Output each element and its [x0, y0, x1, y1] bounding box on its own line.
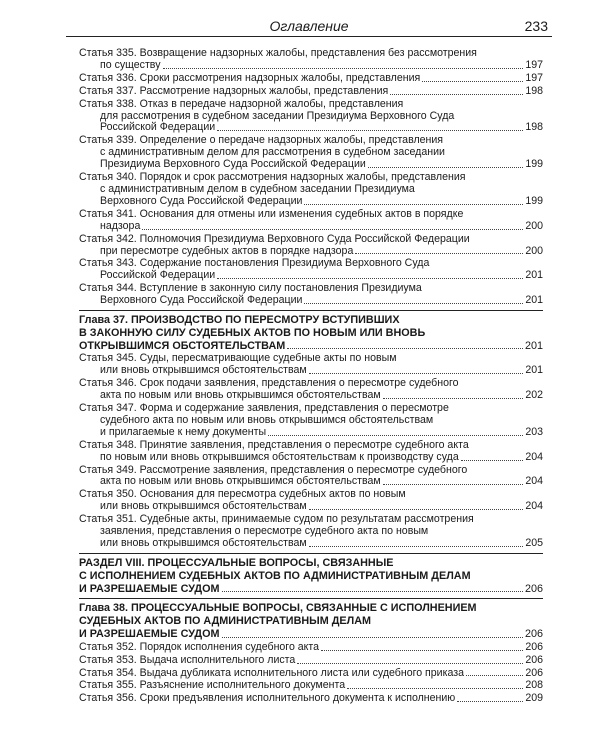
- toc-entry-text: для рассмотрения в судебном заседании Президиума Верховного Суда: [100, 109, 455, 122]
- toc-entry-text: И РАЗРЕШАЕМЫЕ СУДОМ: [79, 627, 220, 640]
- toc-entry-text: Статья 350. Основания для пересмотра судебных актов по новым: [79, 488, 406, 501]
- toc-entry-text: Статья 342. Полномочия Президиума Верховного Суда Российской Федерации: [79, 232, 470, 245]
- toc-entry-text: Статья 336. Сроки рассмотрения надзорных жалобы, представления: [79, 71, 421, 84]
- toc-entry-text: Российской Федерации: [100, 269, 216, 282]
- toc-entry[interactable]: [79, 135, 543, 171]
- toc-entry[interactable]: [79, 283, 543, 307]
- toc-page-number: 197: [525, 58, 543, 71]
- toc-entry-text: Статья 353. Выдача исполнительного листа: [79, 653, 296, 666]
- toc-entry-text: Президиума Верховного Суда Российской Федерации: [100, 158, 366, 171]
- toc-entry-text: Статья 338. Отказ в передаче надзорной жалобы, представления: [79, 97, 404, 110]
- dot-leader: [268, 435, 523, 436]
- toc-page-number: 209: [525, 692, 543, 705]
- dot-leader: [466, 675, 523, 676]
- toc-entry-text: И РАЗРЕШАЕМЫЕ СУДОМ: [79, 582, 220, 595]
- dot-leader: [383, 398, 524, 399]
- toc-page-number: 206: [524, 627, 543, 640]
- toc-entry[interactable]: [79, 489, 543, 513]
- toc-entry-text: Статья 345. Суды, пересматривающие судебные акты по новым: [79, 352, 397, 365]
- toc-heading-entry[interactable]: [79, 314, 543, 352]
- toc-entry-text: РАЗДЕЛ VIII. ПРОЦЕССУАЛЬНЫЕ ВОПРОСЫ, СВЯЗАННЫЕ: [79, 556, 394, 569]
- dot-leader: [304, 204, 523, 205]
- toc-entry[interactable]: [79, 48, 543, 72]
- dot-leader: [142, 229, 523, 230]
- toc-entry[interactable]: [79, 172, 543, 208]
- toc-entry[interactable]: [79, 514, 543, 550]
- toc-page-number: 206: [525, 640, 543, 653]
- dot-leader: [422, 81, 523, 82]
- toc-page-number: 197: [525, 71, 543, 84]
- dot-leader: [309, 546, 524, 547]
- toc-entry[interactable]: [79, 378, 543, 402]
- toc-entry-text: с административным делом в судебном заседании Президиума: [100, 182, 415, 195]
- dot-leader: [222, 637, 523, 638]
- toc-entry[interactable]: [79, 655, 543, 667]
- toc-page-number: 198: [525, 121, 543, 134]
- toc-entry-text: с административным делом для рассмотрения в судебном заседании: [100, 146, 445, 159]
- toc-entry[interactable]: [79, 73, 543, 85]
- dot-leader: [355, 253, 523, 254]
- toc-entry-text: акта по новым или вновь открывшимся обстоятельствам: [100, 475, 381, 488]
- toc-entry-text: С ИСПОЛНЕНИЕМ СУДЕБНЫХ АКТОВ ПО АДМИНИСТРАТИВНЫМ ДЕЛАМ: [79, 569, 471, 582]
- toc-entry-text: Статья 352. Порядок исполнения судебного акта: [79, 640, 320, 653]
- toc-entry-text: Верховного Суда Российской Федерации: [100, 294, 303, 307]
- section-divider: [79, 310, 543, 311]
- toc-entry[interactable]: [79, 353, 543, 377]
- dot-leader: [304, 303, 523, 304]
- toc-entry-text: акта по новым или вновь открывшимся обстоятельствам: [100, 389, 381, 402]
- page-number: 233: [524, 18, 548, 34]
- toc-entry[interactable]: [79, 440, 543, 464]
- toc-entry-text: Статья 344. Вступление в законную силу постановления Президиума: [79, 282, 422, 295]
- toc-entry-text: Верховного Суда Российской Федерации: [100, 194, 303, 207]
- dot-leader: [222, 591, 523, 592]
- dot-leader: [217, 278, 523, 279]
- toc-entry-text: заявления, представления о пересмотре судебного акта по новым: [100, 525, 429, 538]
- toc-page-number: 204: [525, 500, 543, 513]
- toc-entry-text: по существу: [100, 58, 161, 71]
- toc-entry-text: надзора: [100, 219, 141, 232]
- toc-page-number: 208: [525, 679, 543, 692]
- toc-page-number: 201: [525, 269, 543, 282]
- toc-entry-text: Российской Федерации: [100, 121, 216, 134]
- toc-page-number: 206: [525, 666, 543, 679]
- toc-entry-text: Статья 351. Судебные акты, принимаемые судом по результатам рассмотрения: [79, 513, 474, 526]
- dot-leader: [297, 663, 523, 664]
- toc-entry-text: СУДЕБНЫХ АКТОВ ПО АДМИНИСТРАТИВНЫМ ДЕЛАМ: [79, 615, 371, 628]
- dot-leader: [309, 509, 524, 510]
- dot-leader: [163, 68, 524, 69]
- toc-entry-text: Статья 339. Определение о передаче надзорных жалобы, представления: [79, 134, 444, 147]
- table-of-contents: [79, 48, 543, 706]
- toc-entry-text: Статья 354. Выдача дубликата исполнительного листа или судебного приказа: [79, 666, 464, 679]
- section-divider: [79, 553, 543, 554]
- toc-entry-text: Статья 348. Принятие заявления, представления о пересмотре судебного акта: [79, 438, 469, 451]
- toc-page-number: 206: [525, 653, 543, 666]
- toc-entry-text: Статья 355. Разъяснение исполнительного документа: [79, 679, 346, 692]
- dot-leader: [383, 484, 524, 485]
- toc-page-number: 200: [525, 219, 543, 232]
- toc-page-number: 202: [525, 389, 543, 402]
- toc-entry[interactable]: [79, 403, 543, 439]
- toc-entry[interactable]: [79, 258, 543, 282]
- toc-entry[interactable]: [79, 668, 543, 680]
- toc-entry-text: Статья 343. Содержание постановления Президиума Верховного Суда: [79, 257, 430, 270]
- toc-entry-text: или вновь открывшимся обстоятельствам: [100, 537, 307, 550]
- toc-page-number: 204: [525, 450, 543, 463]
- toc-entry-text: по новым или вновь открывшимся обстоятельствам к производству суда: [100, 450, 459, 463]
- toc-entry-text: судебного акта по новым или вновь открывшимся обстоятельствам: [100, 413, 434, 426]
- toc-entry-text: при пересмотре судебных актов в порядке надзора: [100, 244, 354, 257]
- dot-leader: [217, 130, 523, 131]
- toc-entry-text: Статья 335. Возвращение надзорных жалобы, представления без рассмотрения: [79, 47, 477, 59]
- toc-entry-text: Статья 356. Сроки предъявления исполнительного документа к исполнению: [79, 692, 456, 705]
- toc-page-number: 204: [525, 475, 543, 488]
- toc-page-number: 201: [525, 294, 543, 307]
- toc-page-number: 200: [525, 244, 543, 257]
- dot-leader: [309, 373, 524, 374]
- toc-entry-text: Статья 337. Рассмотрение надзорных жалобы, представления: [79, 84, 389, 97]
- running-header: [66, 18, 552, 37]
- toc-page-number: 199: [525, 158, 543, 171]
- toc-entry-text: Глава 37. ПРОИЗВОДСТВО ПО ПЕРЕСМОТРУ ВСТУПИВШИХ: [79, 314, 400, 327]
- dot-leader: [368, 167, 524, 168]
- toc-entry[interactable]: [79, 465, 543, 489]
- toc-entry[interactable]: [79, 99, 543, 135]
- toc-page-number: 201: [524, 339, 543, 352]
- toc-entry-text: Глава 38. ПРОЦЕССУАЛЬНЫЕ ВОПРОСЫ, СВЯЗАННЫЕ С ИСПОЛНЕНИЕМ: [79, 602, 477, 615]
- dot-leader: [347, 688, 523, 689]
- toc-entry-text: или вновь открывшимся обстоятельствам: [100, 364, 307, 377]
- toc-entry[interactable]: [79, 642, 543, 654]
- dot-leader: [321, 650, 523, 651]
- toc-entry[interactable]: [79, 86, 543, 98]
- toc-entry-text: и прилагаемые к нему документы: [100, 425, 267, 438]
- toc-page-number: 199: [525, 194, 543, 207]
- dot-leader: [461, 460, 524, 461]
- toc-entry[interactable]: [79, 693, 543, 705]
- toc-entry-text: или вновь открывшимся обстоятельствам: [100, 500, 307, 513]
- toc-entry-text: В ЗАКОННУЮ СИЛУ СУДЕБНЫХ АКТОВ ПО НОВЫМ ИЛИ ВНОВЬ: [79, 326, 426, 339]
- dot-leader: [287, 348, 523, 349]
- toc-heading-entry[interactable]: [79, 602, 543, 640]
- dot-leader: [457, 701, 523, 702]
- toc-page-number: 205: [525, 537, 543, 550]
- toc-entry[interactable]: [79, 234, 543, 258]
- toc-entry[interactable]: [79, 209, 543, 233]
- section-divider: [79, 598, 543, 599]
- running-title: Оглавление: [269, 18, 349, 34]
- toc-page-number: 201: [525, 364, 543, 377]
- toc-page-number: 206: [524, 582, 543, 595]
- toc-page-number: 198: [525, 84, 543, 97]
- dot-leader: [390, 94, 523, 95]
- toc-entry-text: Статья 349. Рассмотрение заявления, представления о пересмотре судебного: [79, 463, 468, 476]
- toc-entry[interactable]: [79, 680, 543, 692]
- toc-entry-text: Статья 347. Форма и содержание заявления, представления о пересмотре: [79, 402, 449, 415]
- toc-entry-text: Статья 341. Основания для отмены или изменения судебных актов в порядке: [79, 207, 464, 220]
- toc-page-number: 203: [525, 425, 543, 438]
- toc-heading-entry[interactable]: [79, 557, 543, 595]
- toc-entry-text: ОТКРЫВШИМСЯ ОБСТОЯТЕЛЬСТВАМ: [79, 339, 286, 352]
- toc-entry-text: Статья 346. Срок подачи заявления, представления о пересмотре судебного: [79, 377, 459, 390]
- toc-entry-text: Статья 340. Порядок и срок рассмотрения надзорных жалобы, представления: [79, 171, 466, 184]
